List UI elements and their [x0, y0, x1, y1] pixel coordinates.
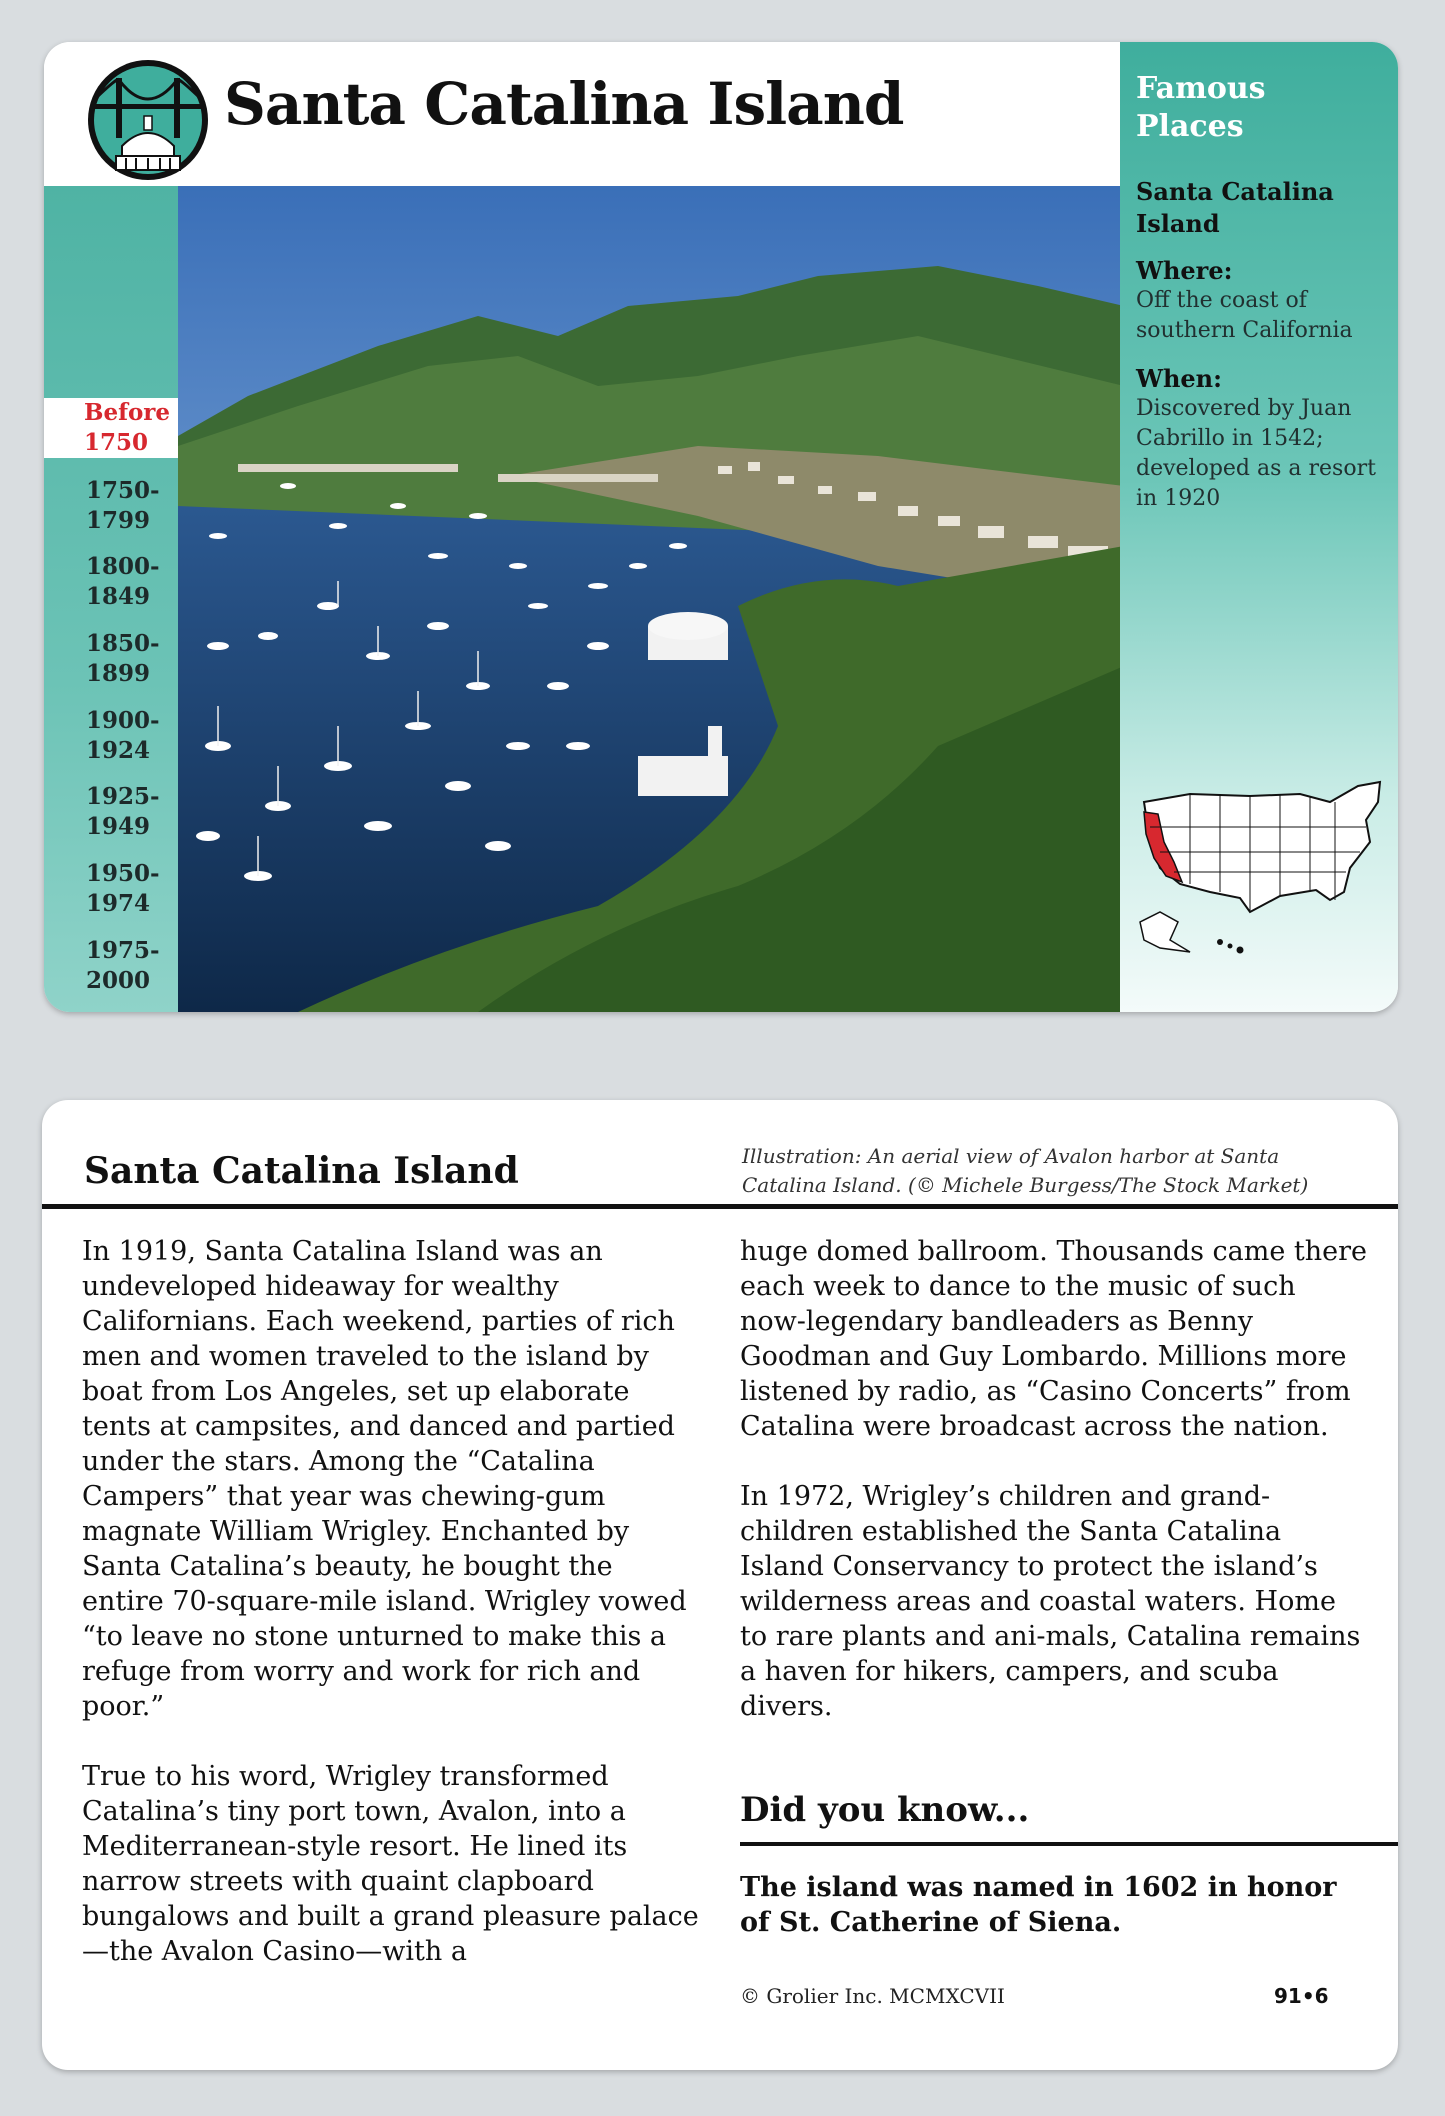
paragraph: In 1919, Santa Catalina Island was an undeveloped hideaway for wealthy Californians. Each weekend, parties of rich men and women traveled to the island by boat from Los Angeles, set up elaborate tents at campsites, and danced and partied under the stars. Among the “Catalina Campers” that year was chewing-gum magnate William Wrigley. Enchanted by Santa Catalina’s beauty, he bought the entire 70-square-mile island. Wrigley vowed “to leave no stone unturned to make this a refuge from worry and work for rich and poor.” [82, 1236, 687, 1722]
info-sidepanel [1120, 42, 1398, 1012]
golden-gate-bridge-capitol-icon [86, 58, 210, 182]
left-column [82, 1234, 702, 2004]
us-map-icon [1130, 772, 1392, 972]
place-name: Santa Catalina Island [1136, 177, 1334, 238]
copyright: © Grolier Inc. MCMXCVII [740, 1984, 1005, 2008]
card-number: 91•6 [1274, 1984, 1329, 2008]
timeline-item-1900: 1900- 1924 [86, 707, 160, 764]
timeline-item-1850: 1850- 1899 [86, 630, 160, 687]
divider [42, 1204, 1398, 1209]
did-you-know-text: The island was named in 1602 in honor of St. Catherine of Siena. [740, 1872, 1337, 1938]
card-title: Santa Catalina Island [224, 70, 904, 138]
paragraph: True to his word, Wrigley transformed Catalina’s tiny port town, Avalon, into a Mediterranean-style resort. He lined its narrow streets with quaint clapboard bungalows and built a grand pleasure palace—the Avalon Casino—with a [82, 1761, 699, 1967]
timeline-item-1975: 1975- 2000 [86, 937, 160, 994]
harbor-photo [178, 186, 1124, 1012]
paragraph: huge domed ballroom. Thousands came there each week to dance to the music of such now-legendary bandleaders as Benny Goodman and Guy Lombardo. Millions more listened by radio, as “Casino Concerts” from Catalina were broadcast across the nation. [740, 1236, 1368, 1442]
timeline-item-1800: 1800- 1849 [86, 553, 160, 610]
timeline-item-1950: 1950- 1974 [86, 860, 160, 917]
divider [740, 1842, 1398, 1846]
timeline-item-before-1750: Before 1750 [44, 398, 178, 458]
front-header [44, 42, 1120, 186]
timeline-item-1750: 1750- 1799 [86, 477, 160, 534]
when-text: Discovered by Juan Cabrillo in 1542; developed as a resort in 1920 [1136, 396, 1376, 511]
card-front [44, 42, 1398, 1012]
paragraph: In 1972, Wrigley’s children and grand-children established the Santa Catalina Island Conservancy to protect the island’s wilderness areas and coastal waters. Home to rare plants and ani-mals, Catalina remains a haven for hikers, campers, and scuba divers. [740, 1481, 1361, 1722]
category-label: Famous Places [1136, 71, 1266, 144]
illustration-caption: Illustration: An aerial view of Avalon harbor at Santa Catalina Island. (© Michele Burgess/The Stock Market) [742, 1144, 1309, 1197]
where-label: Where: [1136, 256, 1233, 285]
timeline-item-1925: 1925- 1949 [86, 783, 160, 840]
back-title: Santa Catalina Island [84, 1150, 519, 1192]
where-text: Off the coast of southern California [1136, 288, 1353, 343]
when-label: When: [1136, 364, 1222, 393]
timeline-sidebar [44, 186, 178, 1012]
right-column [740, 1234, 1370, 1759]
did-you-know-title: Did you know... [740, 1790, 1030, 1830]
card-back [42, 1100, 1398, 2070]
